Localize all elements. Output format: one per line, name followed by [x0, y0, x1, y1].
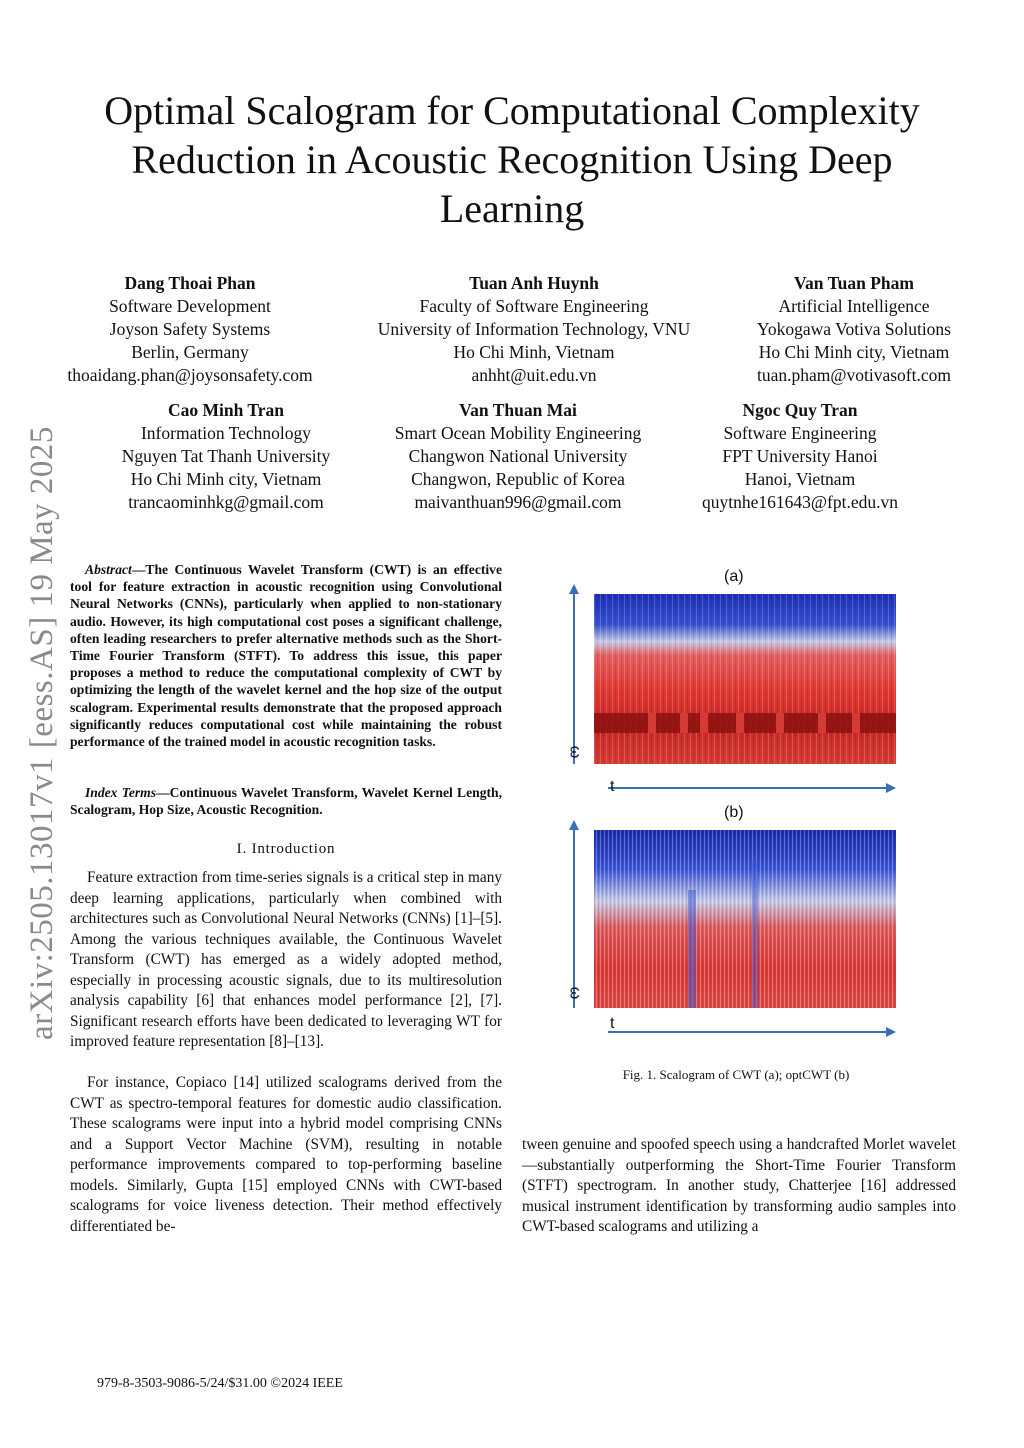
author-block: [738, 272, 970, 387]
x-axis-label-a: t: [610, 778, 615, 795]
x-axis-label-b: t: [610, 1015, 615, 1032]
author-block: [96, 399, 356, 514]
index-terms-label: Index Terms: [85, 785, 157, 800]
author-name: Ngoc Quy Tran: [742, 400, 858, 420]
figure-caption: Fig. 1. Scalogram of CWT (a); optCWT (b): [622, 1067, 850, 1082]
author-name: Dang Thoai Phan: [124, 273, 256, 293]
author-location: Ho Chi Minh city, Vietnam: [758, 342, 950, 362]
abstract: Abstract—The Continuous Wavelet Transform (CWT) is an effective tool for feature extraction in acoustic recognition using Convolutional Neural Networks (CNNs), particularly when applied to non-stationary audio. However, its high computational cost poses a significant challenge, often leading researchers to prefer alternative methods such as the Short-Time Fourier Transform (STFT). To address this issue, this paper proposes a method to reduce the computational complexity of CWT by optimizing the length of the wavelet kernel and the hop size of the output scalogram. Experimental results demonstrate that the proposed approach significantly reduces computational cost while maintaining the robust performance of the trained model in acoustic recognition tasks.: [70, 562, 502, 750]
author-dept: Artificial Intelligence: [778, 296, 930, 316]
figure-svg: [540, 560, 960, 1060]
author-email: anhht@uit.edu.vn: [471, 365, 597, 385]
author-dept: Software Development: [109, 296, 271, 316]
copyright-footer: 979-8-3503-9086-5/24/$31.00 ©2024 IEEE: [97, 1376, 343, 1391]
author-org: FPT University Hanoi: [722, 446, 878, 466]
panel-a-label: (a): [724, 568, 744, 585]
author-block: [368, 399, 668, 514]
intro-paragraph-1: Feature extraction from time-series signals is a critical step in many deep learning applications, particularly when combined with architectures such as Convolutional Neural Networks (CNNs) [1]–[5]. Among the various techniques available, the Continuous Wavelet Transform (CWT) has emerged as a widely adopted method, especially in processing acoustic signals, due to its multiresolution analysis capability [6] that enhances model performance [2], [7]. Significant research efforts have been dedicated to leveraging WT for improved feature representation [8]–[13].: [70, 869, 502, 1050]
author-location: Changwon, Republic of Korea: [411, 469, 625, 489]
author-email: thoaidang.phan@joysonsafety.com: [67, 365, 313, 385]
author-location: Hanoi, Vietnam: [744, 469, 856, 489]
arxiv-identifier: arXiv:2505.13017v1 [eess.AS] 19 May 2025: [24, 426, 60, 1040]
author-dept: Faculty of Software Engineering: [419, 296, 649, 316]
author-email: trancaominhkg@gmail.com: [128, 492, 324, 512]
index-terms: Index Terms—Continuous Wavelet Transform, Wavelet Kernel Length, Scalogram, Hop Size, Acoustic Recognition.: [70, 785, 503, 818]
author-org: Nguyen Tat Thanh University: [121, 446, 331, 466]
intro-paragraph-2: For instance, Copiaco [14] utilized scalograms derived from the CWT as spectro-temporal features for domestic audio classification. These scalograms were input into a hybrid model comprising CNNs and a Support Vector Machine (SVM), resulting in notable performance improvements compared to top-performing baseline models. Similarly, Gupta [15] employed CNNs with CWT-based scalograms for voice liveness detection. Their method effectively differentiated be-: [70, 1074, 502, 1235]
author-org: University of Information Technology, VNU: [377, 319, 691, 339]
author-name: Van Thuan Mai: [459, 400, 577, 420]
section-heading: I. Introduction: [236, 841, 336, 857]
scalogram-a: [594, 594, 896, 764]
author-name: Van Tuan Pham: [794, 273, 914, 293]
author-dept: Software Engineering: [723, 423, 877, 443]
author-email: tuan.pham@votivasoft.com: [757, 365, 951, 385]
index-terms-text: Continuous Wavelet Transform, Wavelet Kernel Length, Scalogram, Hop Size, Acoustic Recognition.: [70, 785, 503, 818]
author-name: Cao Minh Tran: [167, 400, 285, 420]
y-axis-label-b: ω: [566, 986, 584, 1000]
author-email: quytnhe161643@fpt.edu.vn: [702, 492, 898, 512]
author-dept: Smart Ocean Mobility Engineering: [394, 423, 642, 443]
author-block: [354, 272, 714, 387]
author-dept: Information Technology: [140, 423, 311, 443]
y-axis-label-a: ω: [566, 745, 584, 759]
abstract-label: Abstract: [85, 562, 132, 577]
paper-title: Optimal Scalogram for Computational Complexity Reduction in Acoustic Recognition Using Deep Learning: [104, 88, 920, 231]
panel-b-label: (b): [724, 804, 744, 821]
author-org: Yokogawa Votiva Solutions: [757, 319, 951, 339]
author-name: Tuan Anh Huynh: [469, 273, 599, 293]
author-block: [60, 272, 320, 387]
author-email: maivanthuan996@gmail.com: [414, 492, 622, 512]
intro-paragraph-3: tween genuine and spoofed speech using a handcrafted Morlet wavelet—substantially outperforming the Short-Time Fourier Transform (STFT) spectrogram. In another study, Chatterjee [16] addressed musical instrument identification by transforming audio samples into CWT-based scalograms and utilizing a: [522, 1136, 956, 1235]
author-block: [680, 399, 920, 514]
author-org: Joyson Safety Systems: [109, 319, 271, 339]
abstract-text: The Continuous Wavelet Transform (CWT) is an effective tool for feature extraction in acoustic recognition using Convolutional Neural Networks (CNNs), particularly when applied to non-stationary audio. However, its high computational cost poses a significant challenge, often leading researchers to prefer alternative methods such as the Short-Time Fourier Transform (STFT). To address this issue, this paper proposes a method to reduce the computational complexity of CWT by optimizing the length of the wavelet kernel and the hop size of the output scalogram. Experimental results demonstrate that the proposed approach significantly reduces computational cost while maintaining the robust performance of the trained model in acoustic recognition tasks.: [70, 562, 502, 750]
author-location: Ho Chi Minh, Vietnam: [453, 342, 615, 362]
figure-1: [540, 560, 960, 1060]
scalogram-b: [594, 830, 896, 1008]
author-org: Changwon National University: [408, 446, 628, 466]
author-location: Ho Chi Minh city, Vietnam: [130, 469, 322, 489]
author-location: Berlin, Germany: [131, 342, 249, 362]
